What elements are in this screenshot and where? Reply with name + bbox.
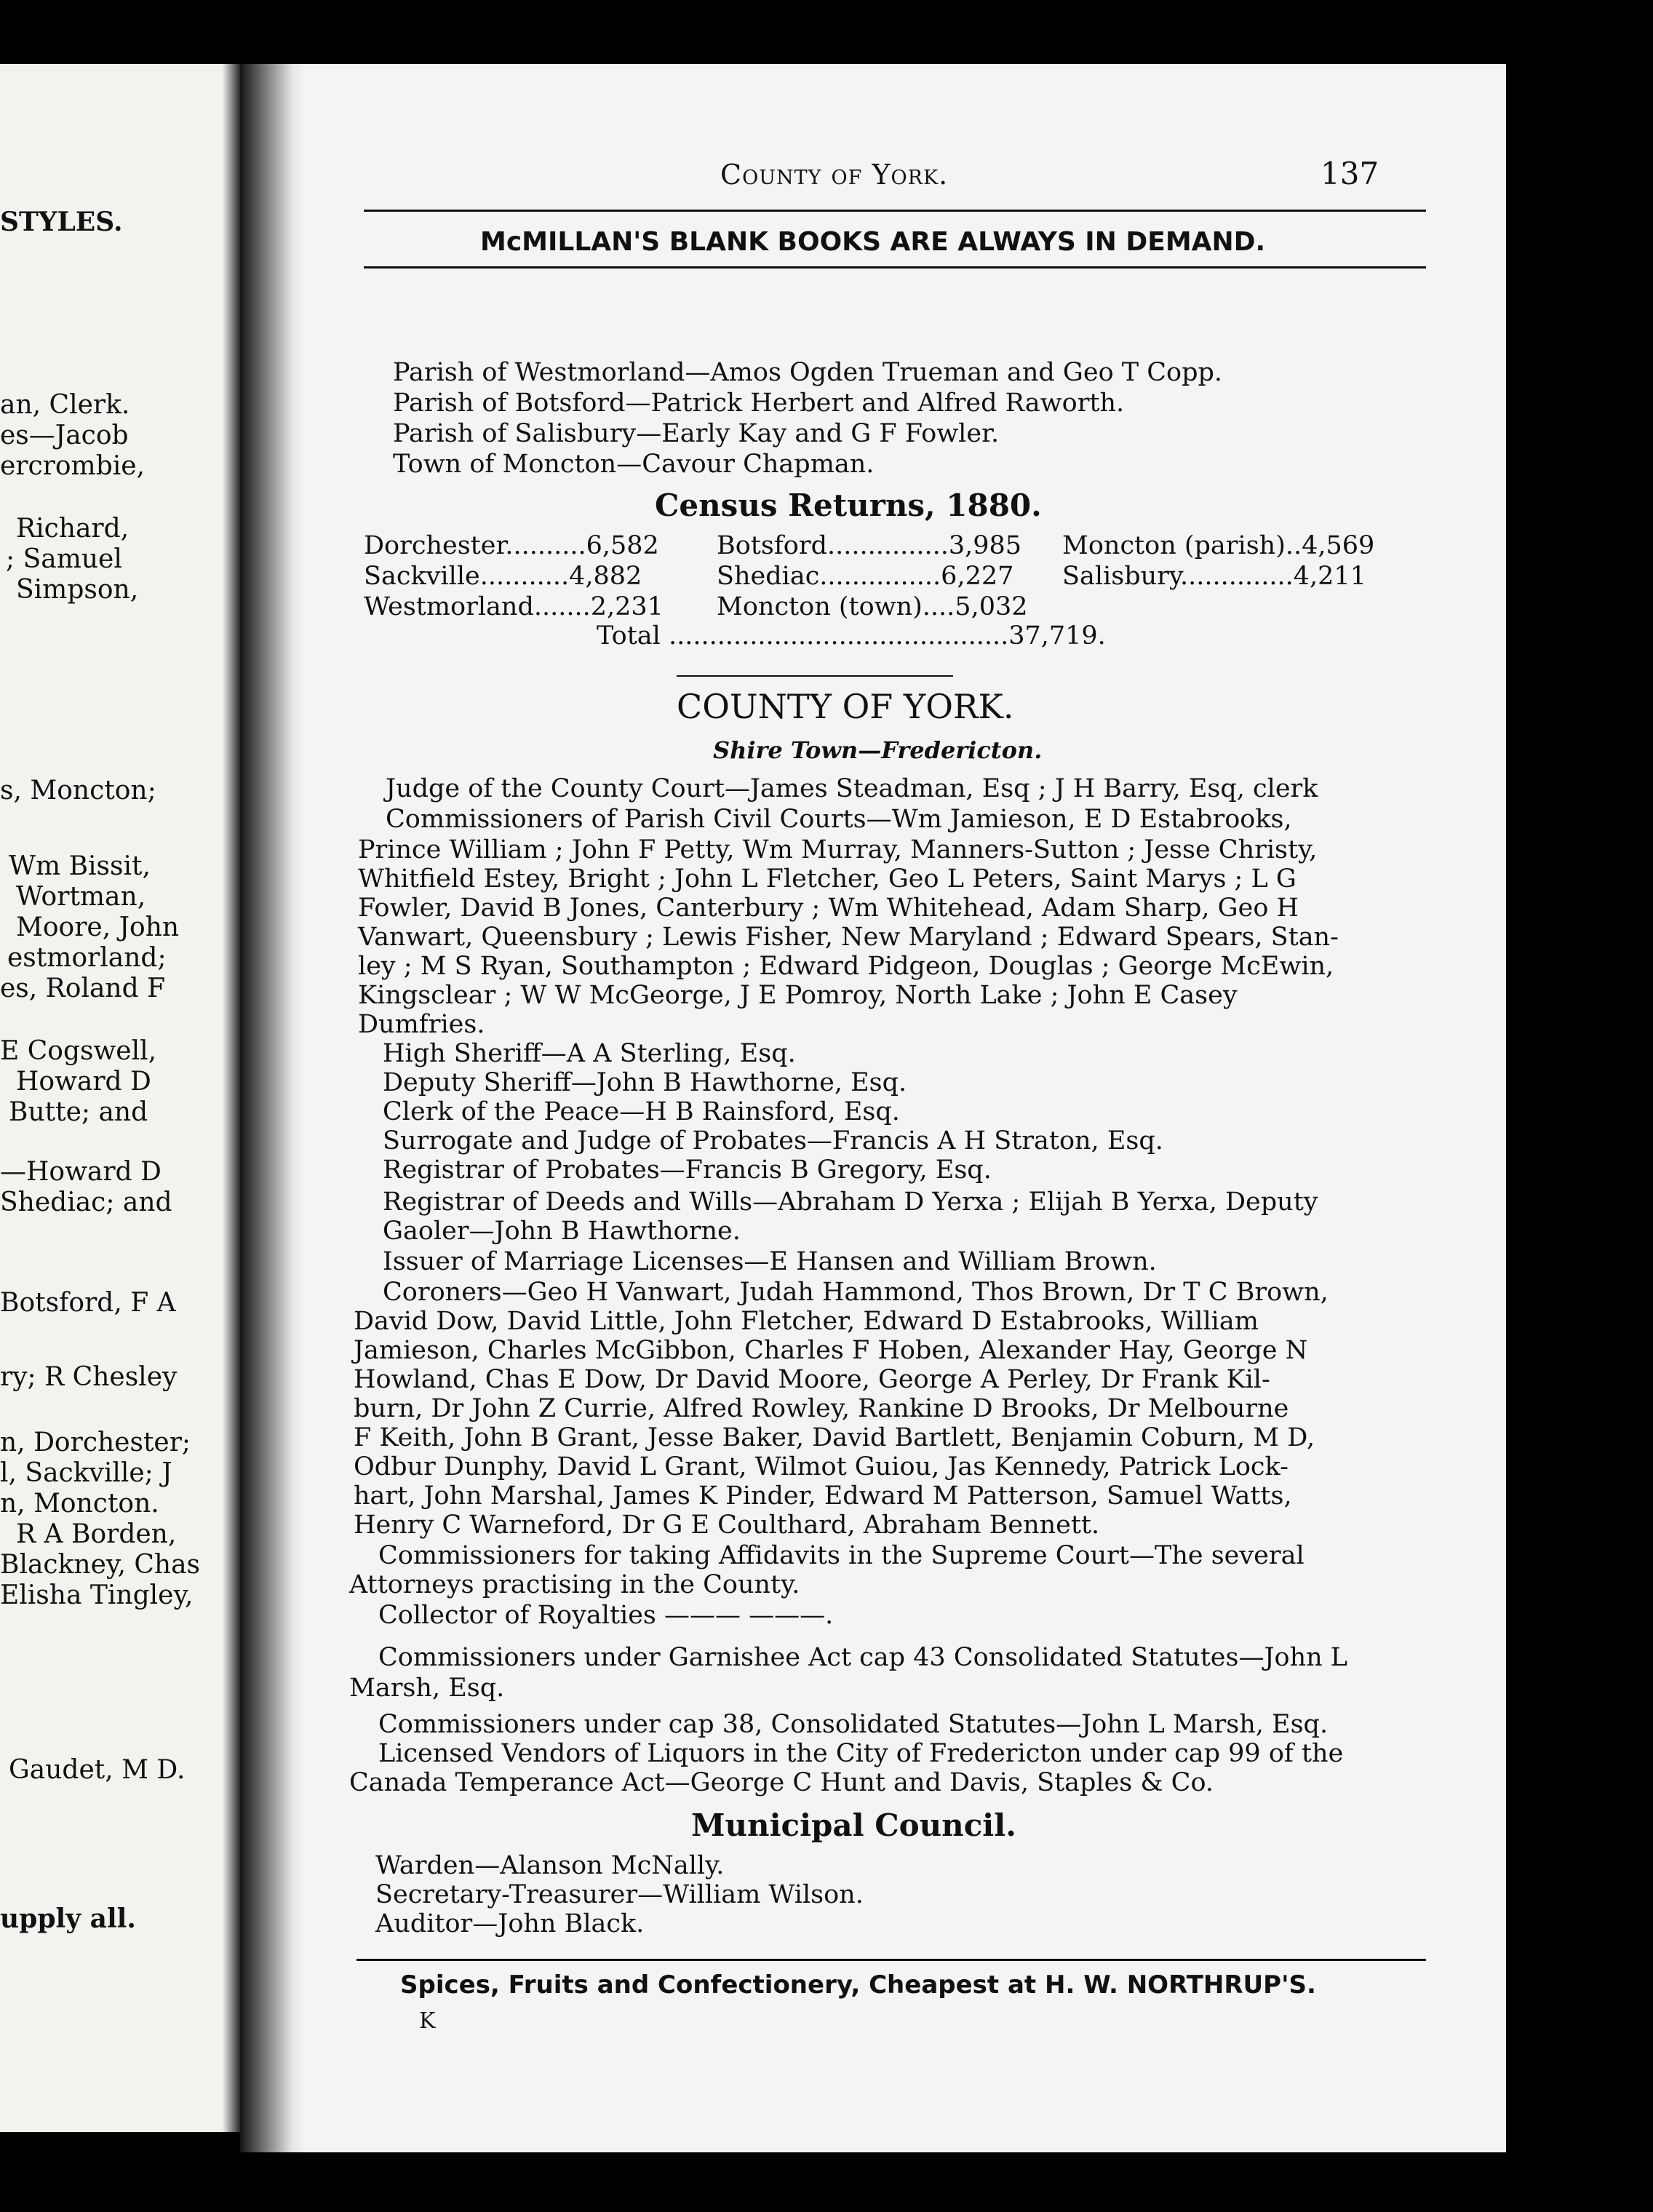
county-line: Whitfield Estey, Bright ; John L Fletcher, Geo L Peters, Saint Marys ; L G (358, 864, 1296, 894)
facing-page-line: Moore, John (16, 912, 180, 942)
county-title: COUNTY OF YORK. (677, 687, 1014, 726)
county-line: Licensed Vendors of Liquors in the City of Fredericton under cap 99 of the (378, 1739, 1344, 1768)
facing-page-line: ercrombie, (0, 451, 146, 481)
parish-line: Parish of Westmorland—Amos Ogden Trueman and Geo T Copp. (393, 358, 1223, 387)
facing-page-line: —Howard D (0, 1157, 162, 1187)
facing-page-line: STYLES. (0, 207, 123, 237)
county-line: High Sheriff—A A Sterling, Esq. (383, 1039, 796, 1068)
facing-page-line: Botsford, F A (0, 1288, 176, 1318)
facing-page-line: Wortman, (16, 882, 146, 912)
facing-page-line: l, Sackville; J (0, 1458, 172, 1488)
county-line: hart, John Marshal, James K Pinder, Edward M Patterson, Samuel Watts, (354, 1481, 1292, 1511)
facing-page-line: Elisha Tingley, (0, 1580, 194, 1610)
municipal-title: Municipal Council. (691, 1807, 1016, 1843)
county-line: Attorneys practising in the County. (349, 1570, 800, 1599)
county-line: Commissioners for taking Affidavits in the Supreme Court—The several (378, 1541, 1305, 1570)
county-line: F Keith, John B Grant, Jesse Baker, David Bartlett, Benjamin Coburn, M D, (354, 1423, 1315, 1452)
municipal-line: Warden—Alanson McNally. (375, 1851, 725, 1880)
facing-page-line: ry; R Chesley (0, 1362, 178, 1392)
census-cell: Sackville...........4,882 (364, 562, 642, 591)
facing-page-line: n, Moncton. (0, 1489, 159, 1519)
county-line: Judge of the County Court—James Steadman, Esq ; J H Barry, Esq, clerk (386, 774, 1318, 803)
municipal-line: Secretary-Treasurer—William Wilson. (375, 1880, 864, 1909)
county-line: burn, Dr John Z Currie, Alfred Rowley, Rankine D Brooks, Dr Melbourne (354, 1394, 1289, 1423)
facing-page-fragment (0, 64, 240, 2132)
signature-mark: K (419, 2008, 436, 2034)
county-line: Coroners—Geo H Vanwart, Judah Hammond, Thos Brown, Dr T C Brown, (383, 1278, 1329, 1307)
shire-town: Shire Town—Fredericton. (713, 736, 1043, 764)
county-line: David Dow, David Little, John Fletcher, Edward D Estabrooks, William (354, 1307, 1259, 1336)
county-line: Registrar of Probates—Francis B Gregory, Esq. (383, 1155, 992, 1185)
book-page (240, 64, 1506, 2152)
facing-page-gutter (223, 64, 240, 2132)
facing-page-line: Wm Bissit, (9, 851, 151, 881)
county-line: Kingsclear ; W W McGeorge, J E Pomroy, North Lake ; John E Casey (358, 981, 1238, 1010)
footer-rule (357, 1959, 1426, 1961)
facing-page-line: es—Jacob (0, 421, 129, 450)
county-line: Issuer of Marriage Licenses—E Hansen and William Brown. (383, 1247, 1157, 1276)
page-number: 137 (1321, 156, 1379, 191)
footer-advert: Spices, Fruits and Confectionery, Cheapest at H. W. NORTHRUP'S. (400, 1970, 1316, 2000)
facing-page-line: s, Moncton; (0, 776, 156, 805)
facing-page-line: upply all. (0, 1903, 136, 1934)
county-line: Odbur Dunphy, David L Grant, Wilmot Guiou, Jas Kennedy, Patrick Lock- (354, 1452, 1288, 1481)
header-rule (364, 210, 1426, 212)
county-line: Deputy Sheriff—John B Hawthorne, Esq. (383, 1068, 907, 1097)
census-title: Census Returns, 1880. (655, 488, 1042, 523)
census-cell: Salisbury..............4,211 (1062, 562, 1366, 591)
county-line: Fowler, David B Jones, Canterbury ; Wm Whitehead, Adam Sharp, Geo H (358, 894, 1299, 923)
census-cell: Dorchester..........6,582 (364, 531, 659, 560)
county-line: Prince William ; John F Petty, Wm Murray, Manners-Sutton ; Jesse Christy, (358, 835, 1318, 864)
facing-page-line: Shediac; and (0, 1187, 172, 1217)
county-line: Canada Temperance Act—George C Hunt and Davis, Staples & Co. (349, 1768, 1214, 1797)
county-line: Howland, Chas E Dow, Dr David Moore, George A Perley, Dr Frank Kil- (354, 1365, 1270, 1394)
facing-page-line: Richard, (16, 514, 130, 544)
county-line: Registrar of Deeds and Wills—Abraham D Yerxa ; Elijah B Yerxa, Deputy (383, 1187, 1318, 1217)
census-cell: Westmorland.......2,231 (364, 592, 664, 621)
county-line: Jamieson, Charles McGibbon, Charles F Hoben, Alexander Hay, George N (354, 1336, 1308, 1365)
census-cell: Shediac...............6,227 (717, 562, 1014, 591)
census-cell: Moncton (town)....5,032 (717, 592, 1028, 621)
facing-page-line: an, Clerk. (0, 390, 130, 420)
parish-line: Parish of Botsford—Patrick Herbert and Alfred Raworth. (393, 389, 1125, 418)
municipal-line: Auditor—John Black. (375, 1909, 645, 1938)
facing-page-line: R A Borden, (16, 1519, 177, 1549)
running-title: County of York. (720, 159, 949, 191)
banner-advert: McMILLAN'S BLANK BOOKS ARE ALWAYS IN DEMAND. (480, 227, 1266, 257)
parish-line: Town of Moncton—Cavour Chapman. (393, 450, 875, 479)
county-line: Gaoler—John B Hawthorne. (383, 1217, 741, 1246)
county-line: Collector of Royalties ——— ———. (378, 1601, 834, 1630)
facing-page-line: es, Roland F (0, 974, 166, 1003)
census-cell: Botsford...............3,985 (717, 531, 1022, 560)
facing-page-line: Simpson, (16, 575, 139, 605)
section-rule (677, 675, 953, 677)
census-total: Total ..........................................37,719. (597, 621, 1106, 651)
facing-page-line: n, Dorchester; (0, 1428, 191, 1457)
facing-page-line: estmorland; (7, 943, 167, 973)
county-line: Henry C Warneford, Dr G E Coulthard, Abraham Bennett. (354, 1511, 1100, 1540)
county-line: Surrogate and Judge of Probates—Francis A H Straton, Esq. (383, 1126, 1163, 1155)
county-line: ley ; M S Ryan, Southampton ; Edward Pidgeon, Douglas ; George McEwin, (358, 952, 1334, 981)
page-gutter-shadow (240, 64, 306, 2152)
county-line: Commissioners under cap 38, Consolidated Statutes—John L Marsh, Esq. (378, 1710, 1329, 1739)
facing-page-line: ; Samuel (6, 544, 122, 574)
county-line: Clerk of the Peace—H B Rainsford, Esq. (383, 1097, 900, 1126)
facing-page-line: E Cogswell, (0, 1036, 157, 1066)
banner-rule (364, 266, 1426, 268)
county-line: Commissioners of Parish Civil Courts—Wm Jamieson, E D Estabrooks, (386, 805, 1292, 834)
facing-page-line: Blackney, Chas (0, 1550, 201, 1580)
parish-line: Parish of Salisbury—Early Kay and G F Fowler. (393, 419, 1000, 448)
county-line: Commissioners under Garnishee Act cap 43 Consolidated Statutes—John L (378, 1643, 1348, 1672)
facing-page-line: Butte; and (9, 1097, 148, 1127)
facing-page-line: Gaudet, M D. (9, 1755, 186, 1785)
county-line: Vanwart, Queensbury ; Lewis Fisher, New Maryland ; Edward Spears, Stan- (358, 923, 1339, 952)
county-line: Marsh, Esq. (349, 1674, 505, 1703)
county-line: Dumfries. (358, 1010, 485, 1039)
facing-page-line: Howard D (16, 1067, 151, 1097)
census-cell: Moncton (parish)..4,569 (1062, 531, 1375, 560)
